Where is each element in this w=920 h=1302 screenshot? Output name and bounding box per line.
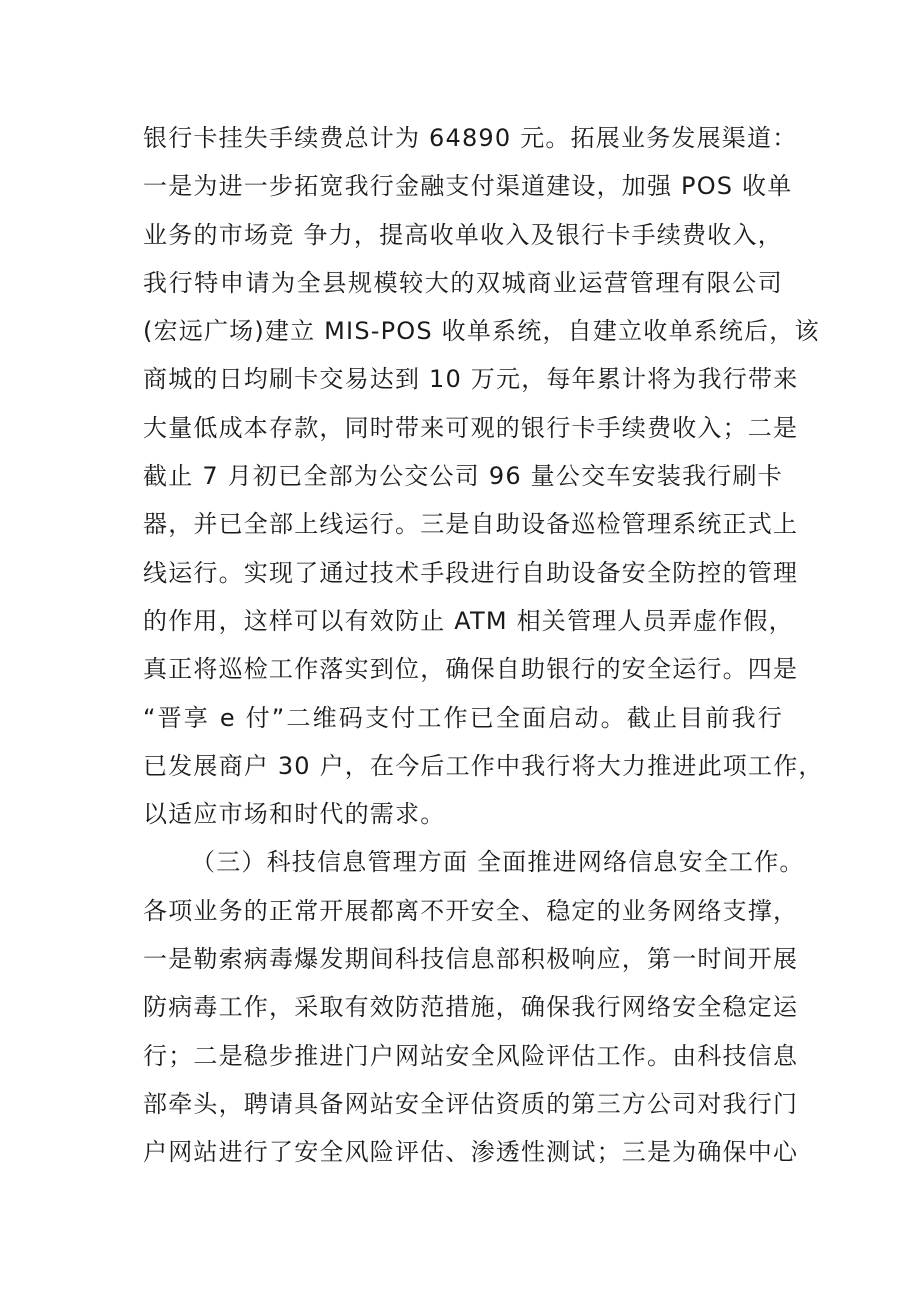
text-line: 线运行。实现了通过技术手段进行自助设备安全防控的管理: [143, 558, 799, 587]
text-line: 银行卡挂失手续费总计为 64890 元。拓展业务发展渠道：: [143, 124, 798, 152]
section-heading-line: （三）科技信息管理方面 全面推进网络信息安全工作。: [191, 848, 805, 877]
text-line: 一是勒索病毒爆发期间科技信息部积极响应，第一时间开展: [143, 945, 799, 974]
text-line: (宏远广场)建立 MIS-POS 收单系统，自建立收单系统后，该: [143, 317, 820, 346]
text-line: 业务的市场竞 争力，提高收单收入及银行卡手续费收入，: [143, 220, 783, 249]
text-line: “晋享 e 付”二维码支付工作已全面启动。截止目前我行: [143, 703, 783, 732]
text-line: 已发展商户 30 户，在今后工作中我行将大力推进此项工作，: [143, 751, 824, 780]
text-line: 真正将巡检工作落实到位，确保自助银行的安全运行。四是: [143, 655, 799, 684]
body-text: [143, 114, 824, 1177]
text-line: 大量低成本存款，同时带来可观的银行卡手续费收入；二是: [143, 413, 799, 442]
text-line: 行；二是稳步推进门户网站安全风险评估工作。由科技信息: [143, 1041, 799, 1070]
text-line: 器，并已全部上线运行。三是自助设备巡检管理系统正式上: [143, 510, 799, 539]
text-line: 截止 7 月初已全部为公交公司 96 量公交车安装我行刷卡: [143, 462, 783, 491]
text-line: 各项业务的正常开展都离不开安全、稳定的业务网络支撑，: [143, 896, 799, 925]
text-line: 防病毒工作，采取有效防范措施，确保我行网络安全稳定运: [143, 993, 799, 1022]
text-line: 户网站进行了安全风险评估、渗透性测试；三是为确保中心: [143, 1138, 799, 1167]
text-line: 以适应市场和时代的需求。: [143, 800, 446, 829]
text-line: 我行特申请为全县规模较大的双城商业运营管理有限公司: [143, 268, 783, 297]
text-line: 部牵头，聘请具备网站安全评估资质的第三方公司对我行门: [143, 1089, 799, 1118]
text-line: 的作用，这样可以有效防止 ATM 相关管理人员弄虚作假，: [143, 606, 794, 635]
text-line: 商城的日均刷卡交易达到 10 万元，每年累计将为我行带来: [143, 365, 799, 394]
text-line: 一是为进一步拓宽我行金融支付渠道建设，加强 POS 收单: [143, 172, 793, 201]
